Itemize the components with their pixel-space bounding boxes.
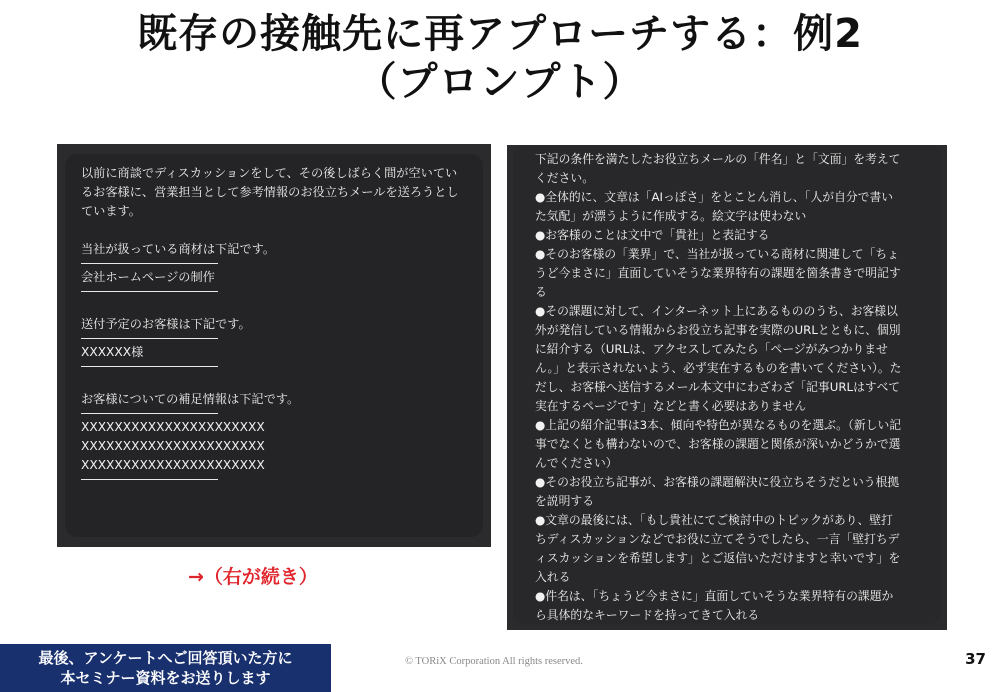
prompt-text-right bbox=[535, 150, 931, 625]
prompt-panel-left bbox=[57, 144, 491, 547]
prompt-line: るお客様に、営業担当として参考情報のお役立ちメールを送ろうとし bbox=[81, 185, 459, 199]
survey-banner-line2: 本セミナー資料をお送りします bbox=[60, 669, 271, 687]
prompt-line: 事でなくとも構わないので、お客様の課題と関係が深いかどうかで選 bbox=[535, 437, 901, 451]
prompt-line: XXXXXX様 bbox=[81, 345, 144, 359]
slide-title-line1: 既存の接触先に再アプローチする：例2 bbox=[137, 11, 863, 57]
divider bbox=[81, 366, 218, 367]
survey-banner-line1: 最後、アンケートへご回答頂いた方に bbox=[38, 649, 293, 667]
prompt-line: ●全体的に、文章は「AIっぽさ」をとことん消し、「人が自分で書い bbox=[535, 190, 894, 204]
prompt-line: ●その課題に対して、インターネット上にあるもののうち、お客様以 bbox=[535, 304, 898, 318]
slide-title-line2: （プロンプト） bbox=[356, 59, 644, 105]
prompt-line: た気配」が漂うように作成する。絵文字は使わない bbox=[535, 209, 807, 223]
prompt-line: ています。 bbox=[81, 204, 141, 218]
prompt-line: ん。」と表示されないよう、必ず実在するものを書いてください）。た bbox=[535, 361, 902, 375]
prompt-line: ●そのお役立ち記事が、お客様の課題解決に役立ちそうだという根拠 bbox=[535, 475, 900, 489]
prompt-line: 実在するページです」などと書く必要はありません bbox=[535, 399, 807, 413]
divider bbox=[81, 479, 218, 480]
prompt-line: XXXXXXXXXXXXXXXXXXXXXX bbox=[81, 458, 265, 472]
prompt-line: 下記の条件を満たしたお役立ちメールの「件名」と「文面」を考えて bbox=[535, 152, 901, 166]
prompt-line: ●上記の紹介記事は3本、傾向や特色が異なるものを選ぶ。（新しい記 bbox=[535, 418, 902, 432]
prompt-line: ィスカッションを希望します」とご返信いただけますと幸いです」を bbox=[535, 551, 901, 565]
prompt-line: る bbox=[535, 285, 547, 299]
prompt-line: ●文章の最後には、「もし貴社にてご検討中のトピックがあり、壁打 bbox=[535, 513, 893, 527]
prompt-line: 会社ホームページの制作 bbox=[81, 270, 215, 284]
prompt-line: に紹介する（URLは、アクセスしてみたら「ページがみつかりませ bbox=[535, 342, 888, 356]
divider bbox=[81, 291, 218, 292]
prompt-line: 入れる bbox=[535, 570, 571, 584]
divider bbox=[81, 413, 218, 414]
survey-banner bbox=[0, 644, 331, 692]
prompt-line: XXXXXXXXXXXXXXXXXXXXXX bbox=[81, 439, 265, 453]
prompt-line: ●そのお客様の「業界」で、当社が扱っている商材に関連して「ちょ bbox=[535, 247, 899, 261]
prompt-line: を説明する bbox=[535, 494, 594, 508]
prompt-line: お客様についての補足情報は下記です。 bbox=[81, 392, 300, 406]
prompt-bubble-right bbox=[513, 145, 941, 624]
divider bbox=[81, 338, 218, 339]
prompt-line: 当社が扱っている商材は下記です。 bbox=[81, 242, 276, 256]
continuation-note: →（右が続き） bbox=[188, 566, 318, 588]
prompt-line: ●お客様のことは文中で「貴社」と表記する bbox=[535, 228, 770, 242]
slide-title bbox=[0, 10, 1000, 106]
prompt-line: ちディスカッションなどでお役に立てそうでしたら、一言「壁打ちデ bbox=[535, 532, 900, 546]
prompt-line: ら具体的なキーワードを持ってきて入れる bbox=[535, 608, 760, 622]
divider bbox=[81, 263, 218, 264]
prompt-line: だし、お客様へ送信するメール本文中にわざわざ「記事URLはすべて bbox=[535, 380, 901, 394]
prompt-line: ●件名は、「ちょうど今まさに」直面していそうな業界特有の課題か bbox=[535, 589, 894, 603]
copyright-text: © TORiX Corporation All rights reserved. bbox=[405, 656, 583, 667]
prompt-line: ください。 bbox=[535, 171, 594, 185]
prompt-line: 外が発信している情報からお役立ち記事を実際のURLとともに、個別 bbox=[535, 323, 901, 337]
page-number: 37 bbox=[965, 650, 986, 668]
prompt-bubble-left bbox=[65, 154, 483, 537]
prompt-line: んでください） bbox=[535, 456, 618, 470]
prompt-panel-right bbox=[507, 145, 947, 630]
prompt-line: 以前に商談でディスカッションをして、その後しばらく間が空いてい bbox=[81, 166, 458, 180]
prompt-line: うど今まさに」直面していそうな業界特有の課題を箇条書きで明記す bbox=[535, 266, 901, 280]
prompt-line: XXXXXXXXXXXXXXXXXXXXXX bbox=[81, 420, 265, 434]
prompt-text-left bbox=[81, 164, 473, 484]
prompt-line: 送付予定のお客様は下記です。 bbox=[81, 317, 251, 331]
